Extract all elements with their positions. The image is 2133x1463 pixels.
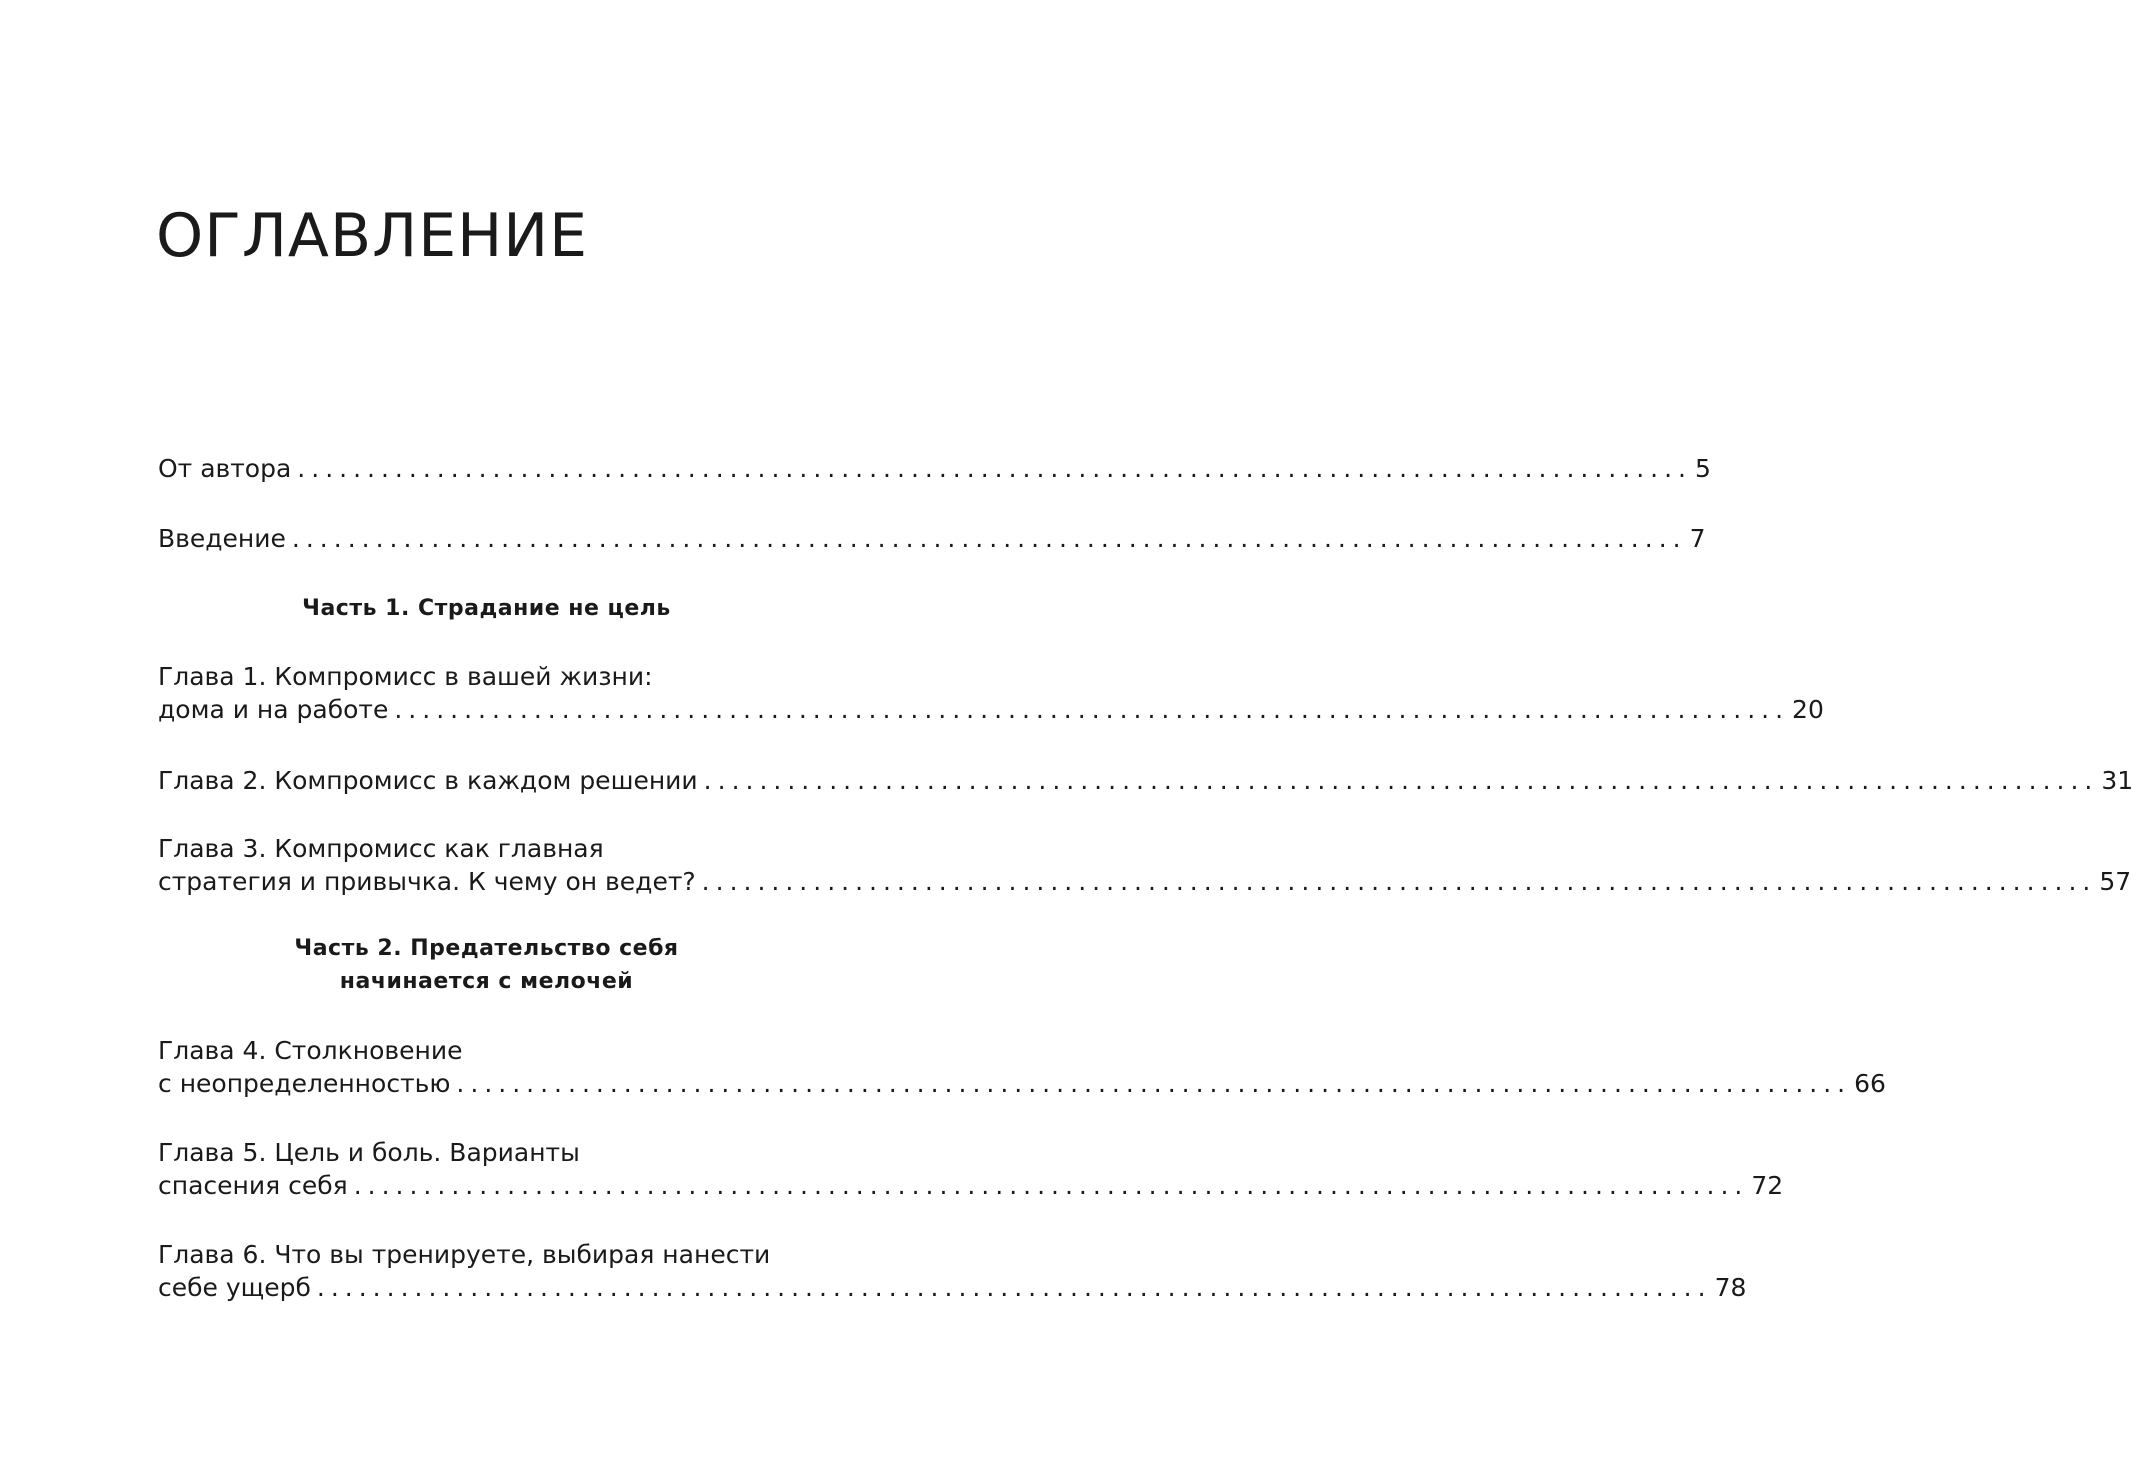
toc-line <box>158 865 2132 898</box>
toc-line <box>158 1271 1747 1304</box>
toc-entry-author[interactable] <box>158 452 1711 485</box>
page-title: ОГЛАВЛЕНИЕ <box>156 201 589 271</box>
part-heading-line: начинается с мелочей <box>339 969 634 994</box>
toc-entry-chapter-4[interactable] <box>158 1034 1886 1100</box>
toc-line <box>158 1067 1886 1100</box>
dot-leader: .................................................................................................... <box>316 1273 1712 1302</box>
toc-entry-title-continued: с неопределенностью <box>158 1069 451 1098</box>
toc-entry-title: Глава 3. Компромисс как главная <box>158 834 604 863</box>
page-number: 57 <box>2099 867 2132 896</box>
toc-entry-chapter-5[interactable] <box>158 1136 1784 1202</box>
toc-entry-title: Глава 6. Что вы тренируете, выбирая нанести <box>158 1240 771 1269</box>
toc-entry-chapter-1[interactable] <box>158 660 1824 726</box>
toc-entry-chapter-2[interactable] <box>158 764 2133 797</box>
page-number: 66 <box>1854 1069 1886 1098</box>
dot-leader: .................................................................................................... <box>291 524 1687 553</box>
toc-line <box>158 764 2133 797</box>
toc-entry-title-continued: себе ущерб <box>158 1273 311 1302</box>
toc-entry-title: Глава 5. Цель и боль. Варианты <box>158 1138 580 1167</box>
page-number: 7 <box>1689 524 1706 553</box>
toc-entry-title-continued: стратегия и привычка. К чему он ведет? <box>158 867 696 896</box>
toc-entry-chapter-6[interactable] <box>158 1238 1747 1304</box>
dot-leader: .................................................................................................... <box>297 454 1692 483</box>
page-number: 20 <box>1792 695 1824 724</box>
dot-leader: .................................................................................................... <box>456 1069 1852 1098</box>
toc-line <box>158 1169 1784 1202</box>
toc-entry-title: Глава 2. Компромисс в каждом решении <box>158 766 698 795</box>
dot-leader: .................................................................................................... <box>701 867 2097 896</box>
toc-entry-title: Глава 4. Столкновение <box>158 1036 463 1065</box>
page-number: 72 <box>1751 1171 1784 1200</box>
toc-entry-chapter-3[interactable] <box>158 832 2132 898</box>
toc-entry-title-continued: дома и на работе <box>158 695 389 724</box>
page-number: 78 <box>1714 1273 1747 1302</box>
part-heading-line: Часть 2. Предательство себя <box>294 936 679 961</box>
dot-leader: .................................................................................................... <box>353 1171 1749 1200</box>
dot-leader: .................................................................................................... <box>703 766 2099 795</box>
toc-line <box>158 522 1706 555</box>
toc-entry-title: От автора <box>158 454 292 483</box>
part-heading-line: Часть 1. Страдание не цель <box>302 596 671 621</box>
toc-entry-introduction[interactable] <box>158 522 1706 555</box>
toc-line <box>158 693 1824 726</box>
part-heading-1 <box>158 592 815 625</box>
dot-leader: .................................................................................................... <box>394 695 1790 724</box>
toc-entry-title: Введение <box>158 524 286 553</box>
toc-entry-title-continued: спасения себя <box>158 1171 348 1200</box>
toc-entry-title: Глава 1. Компромисс в вашей жизни: <box>158 662 653 691</box>
toc-line <box>158 452 1711 485</box>
page-number: 5 <box>1694 454 1711 483</box>
page-number: 31 <box>2101 766 2133 795</box>
part-heading-2 <box>158 932 815 998</box>
